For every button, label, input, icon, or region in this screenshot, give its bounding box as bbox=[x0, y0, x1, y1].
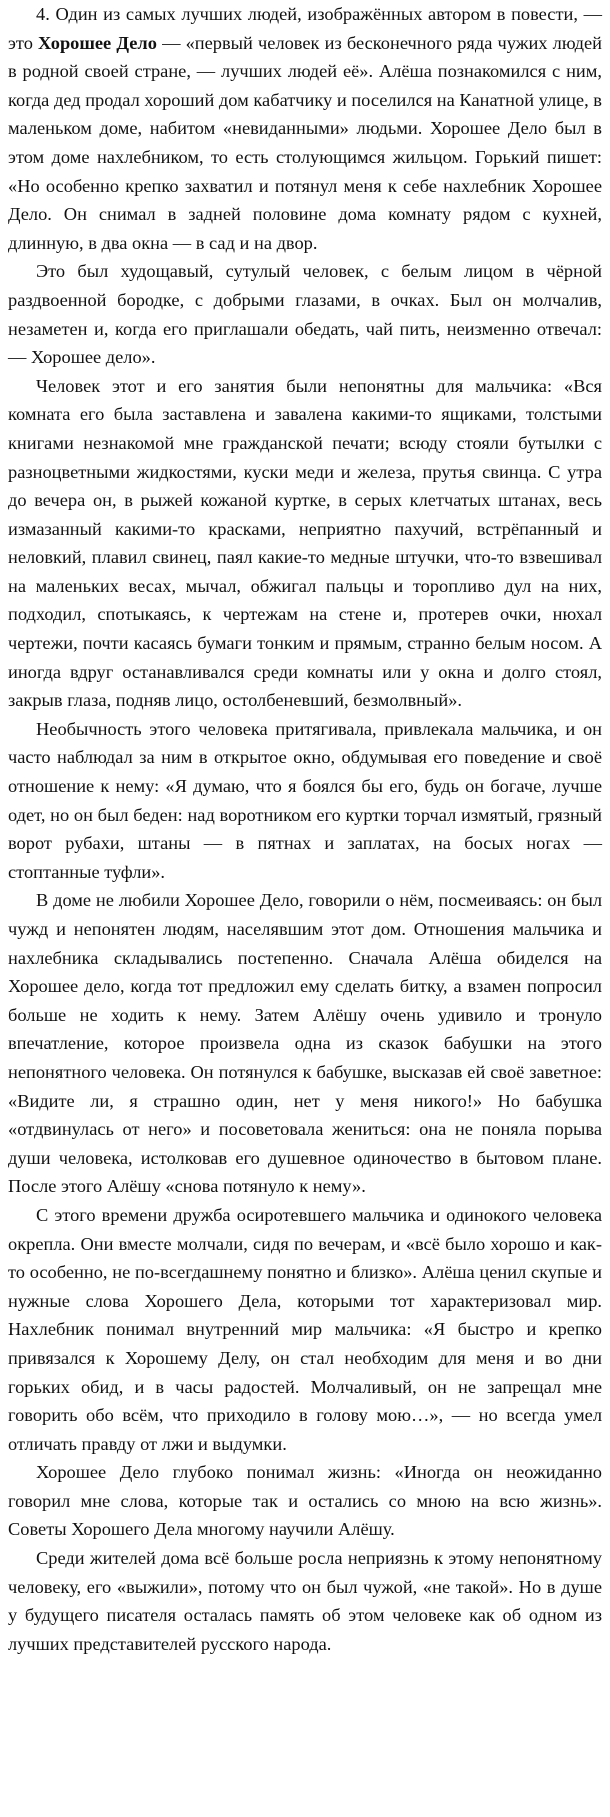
paragraph-4: Необычность этого человека притягивала, привлекала мальчика, и он часто наблюдал за ним в открытое окно, обдумывая его поведение и своё отношение к нему: «Я думаю, что я боялся бы его, будь он богаче, лучше одет, но он был беден: над воротником его куртки торчал измятый, грязный ворот рубахи, штаны — в пятнах и заплатах, на босых ногах — стоптанные туфли». bbox=[8, 718, 602, 882]
paragraph-7: Хорошее Дело глубоко понимал жизнь: «Иногда он неожиданно говорил мне слова, которые так и остались со мною на всю жизнь». Советы Хорошего Дела многому научили Алёшу. bbox=[8, 1462, 602, 1540]
paragraph-8: Среди жителей дома всё больше росла неприязнь к этому непонятному человеку, его «выжили», потому что он был чужой, «не такой». Но в душе у будущего писателя осталась память об этом человеке как об одном из лучших представителей русского народа. bbox=[8, 1548, 602, 1654]
paragraph-1-intro: 4. Один из самых лучших людей, изображённых автором в повести, — это bbox=[8, 4, 602, 53]
paragraph-6: С этого времени дружба осиротевшего мальчика и одинокого человека окрепла. Они вместе молчали, сидя по вечерам, и «всё было хорошо и как-то особенно, не по-всегдашнему понятно и близко». Алёша ценил скупые и нужные слова Хорошего Дела, которыми тот характеризовал мир. Нахлебник понимал внутренний мир мальчика: «Я быстро и крепко привязался к Хорошему Делу, он стал необходим для меня и во дни горьких обид, и в часы радостей. Молчаливый, он не запрещал мне говорить обо всём, что приходило в голову мою…», — но всегда умел отличать правду от лжи и выдумки. bbox=[8, 1204, 602, 1454]
paragraph-3: Человек этот и его занятия были непонятны для мальчика: «Вся комната его была заставлена и завалена какими-то ящиками, толстыми книгами незнакомой мне гражданской печати; всюду стояли бутылки с разноцветными жидкостями, куски меди и железа, прутья свинца. С утра до вечера он, в рыжей кожаной куртке, в серых клетчатых штанах, весь измазанный какими-то красками, неприятно пахучий, встрёпанный и неловкий, плавил свинец, паял какие-то медные штучки, что-то взвешивал на маленьких весах, мычал, обжигал пальцы и торопливо дул на них, подходил, спотыкаясь, к чертежам на стене и, протерев очки, нюхал чертежи, почти касаясь бумаги тонким и прямым, странно белым носом. А иногда вдруг останавливался среди комнаты или у окна и долго стоял, закрыв глаза, подняв лицо, остолбеневший, безмолвный». bbox=[8, 375, 602, 711]
paragraph-5: В доме не любили Хорошее Дело, говорили о нём, посмеиваясь: он был чужд и непонятен людям, населявшим этот дом. Отношения мальчика и нахлебника складывались постепенно. Сначала Алёша обиделся на Хорошее дело, когда тот предложил ему сделать битку, а взамен попросил больше не ходить к нему. Затем Алёшу очень удивило и тронуло впечатление, которое произвела одна из сказок бабушки на этого непонятного человека. Он потянулся к бабушке, высказав ей своё заветное: «Видите ли, я страшно один, нет у меня никого!» Но бабушка «отдвинулась от него» и посоветовала жениться: она не поняла порыва души человека, истолковав его душевное одиночество в бытовом плане. После этого Алёшу «снова потянуло к нему». bbox=[8, 890, 602, 1197]
paragraph-1-bold-name: Хорошее Дело bbox=[38, 32, 157, 53]
paragraph-1 bbox=[8, 0, 602, 257]
paragraph-2: Это был худощавый, сутулый человек, с белым лицом в чёрной раздвоенной бородке, с добрыми глазами, в очках. Был он молчалив, незаметен и, когда его приглашали обедать, чай пить, неизменно отвечал:— Хорошее дело». bbox=[8, 261, 602, 368]
paragraph-1-rest: — «первый человек из бесконечного ряда чужих людей в родной своей стране, — лучших людей её». Алёша познакомился с ним, когда дед продал хороший дом кабатчику и поселился на Канатной улице, в маленьком доме, набитом «невиданными» людьми. Хорошее Дело был в этом доме нахлебником, то есть столующимся жильцом. Горький пишет: «Но особенно крепко захватил и потянул меня к себе нахлебник Хорошее Дело. Он снимал в задней половине дома комнату рядом с кухней, длинную, в два окна — в сад и на двор. bbox=[8, 32, 602, 253]
